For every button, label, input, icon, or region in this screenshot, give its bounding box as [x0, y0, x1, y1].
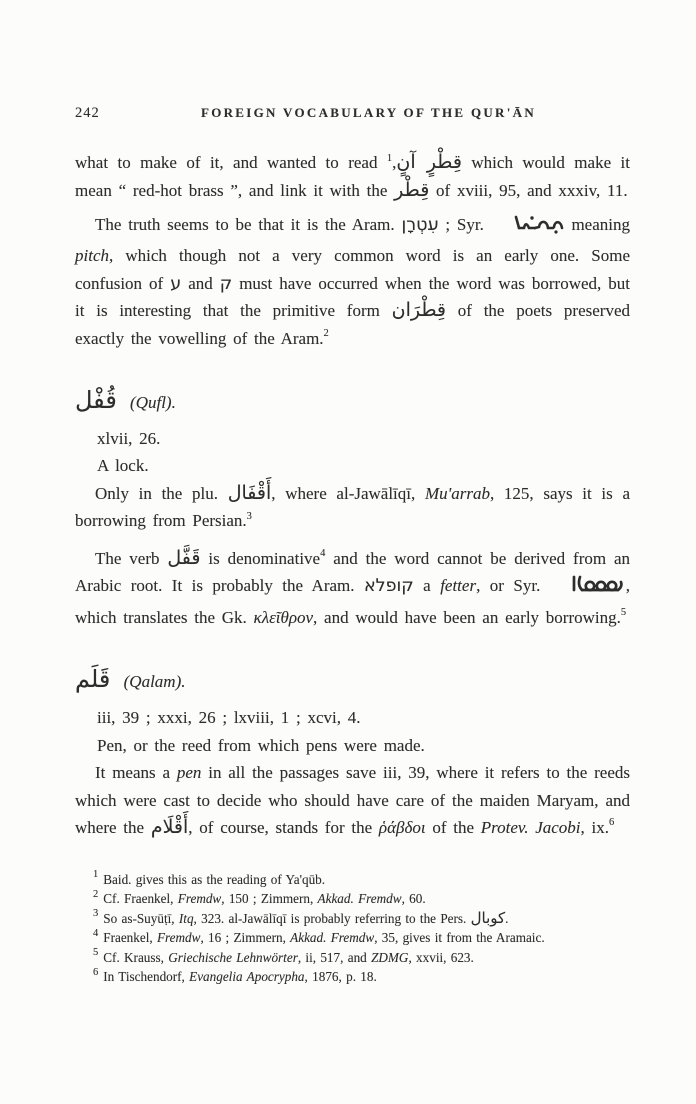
page-number: 242: [75, 105, 100, 121]
text-run: , and would have been an early borrowing.: [313, 607, 621, 627]
running-head: [75, 102, 630, 125]
hebrew-letter-ayin: ע: [170, 273, 182, 294]
text-run: Baid. gives this as the reading of Ya'qūb.: [103, 871, 326, 887]
entry-qalam: [75, 667, 630, 841]
text-run: , ix.: [580, 818, 610, 838]
text-run: , 150 ; Zimmern,: [221, 891, 318, 907]
gloss: Pen, or the reed from which pens were made.: [97, 735, 425, 755]
text-run: , 16 ; Zimmern,: [200, 930, 291, 946]
footnote-5: [75, 948, 630, 968]
paragraph-truth: [75, 211, 630, 353]
entry-headword-arabic-qalam: قَلَم: [75, 665, 111, 694]
text-run: , which translates the Gk.: [75, 576, 631, 627]
text-run: , 60.: [401, 891, 426, 907]
gloss: A lock.: [97, 456, 149, 476]
text-run: In Tischendorf,: [103, 969, 190, 985]
footnote-number: 1: [93, 869, 99, 881]
text-run: , of course, stands for the: [188, 818, 379, 838]
footnote-number: 4: [93, 927, 99, 939]
text-run: and: [181, 273, 220, 293]
paragraph-qitr-continuation: [75, 149, 630, 204]
text-run: ; Syr.: [438, 214, 491, 234]
footnote-marker-1: 1: [386, 152, 393, 164]
footnotes-block: [75, 870, 630, 987]
text-run: ,: [392, 153, 397, 173]
text-run: Cf. Fraenkel,: [103, 891, 178, 907]
greek-word-kleithron: κλεῖθρον: [253, 607, 314, 627]
hebrew-letter-qof: ק: [219, 273, 233, 294]
italic-title: Fremdw: [177, 891, 222, 907]
text-run: .: [505, 910, 509, 926]
text-run: It means a: [95, 763, 177, 783]
text-run: , 1876, p. 18.: [304, 969, 377, 985]
footnote-marker-4: 4: [320, 548, 326, 560]
text-run: , 125, says it is a borrowing from Persian.: [75, 483, 631, 531]
footnote-1: [75, 870, 630, 890]
arabic-word-qitran: قِطْرَان: [391, 299, 446, 322]
text-run: what to make of it, and wanted to read: [75, 153, 387, 173]
paragraph-qufl-verb: [75, 545, 630, 632]
arabic-word-qaffala: قَفَّل: [167, 546, 201, 569]
text-run: in all the passages save iii, 39, where it refers to the reeds which were cast to decide who should have care of the maiden Maryam, and where the: [75, 763, 630, 838]
italic-title: Akkad. Fremdw: [317, 891, 402, 907]
footnote-number: 2: [93, 888, 99, 900]
italic-title-protev-jacobi: Protev. Jacobi: [480, 818, 581, 838]
syriac-script-glyphs: [511, 214, 565, 234]
arabic-word-qitr-an: قِطْرٍ آنٍ: [396, 151, 462, 174]
italic-title: Fremdw: [156, 930, 201, 946]
text-run: of xviii, 95, and xxxiv, 11.: [429, 181, 628, 201]
footnote-2: [75, 889, 630, 909]
text-run: meaning: [564, 214, 630, 234]
verse-reference: iii, 39 ; xxxi, 26 ; lxviii, 1 ; xcvi, 4.: [97, 707, 361, 727]
persian-word-kupal: كوبال: [470, 908, 506, 927]
italic-title: Itq: [178, 910, 194, 926]
footnote-number: 3: [93, 908, 99, 920]
paragraph-qalam-meaning: [75, 759, 630, 842]
entry-headword-arabic-qufl: قُفْل: [75, 386, 117, 415]
text-run: , 323. al-Jawālīqī is probably referring to the Pers.: [193, 910, 471, 926]
footnote-marker-2: 2: [323, 328, 329, 340]
entry-headword: [75, 388, 630, 417]
footnote-marker-6: 6: [609, 817, 615, 829]
text-run: , which though not a very common word is an early one. Some confusion of: [75, 246, 630, 293]
italic-title: Griechische Lehnwörter: [168, 949, 298, 965]
arabic-word-aqfal: أَقْفَال: [227, 481, 272, 504]
italic-title: Akkad. Fremdw: [290, 930, 375, 946]
text-run: must have occurred when the word was borrowed, but it is interesting that the primitive form: [75, 273, 630, 321]
text-run: of the: [425, 818, 481, 838]
text-run: and the word cannot be derived from an Arabic root. It is probably the Aram.: [75, 548, 631, 596]
entry-headword: [75, 667, 630, 696]
footnote-marker-5: 5: [620, 607, 627, 619]
syriac-word-qatrana: [491, 214, 565, 243]
italic-term-fetter: fetter: [440, 576, 477, 596]
italic-term-pen: pen: [176, 763, 202, 783]
hebrew-word-itran: עִטְרָן: [401, 214, 439, 235]
italic-title: Evangelia Apocrypha: [189, 969, 305, 985]
text-run: of the poets preserved exactly the vowelling of the Aram.: [75, 301, 630, 348]
footnote-marker-3: 3: [246, 510, 252, 522]
footnote-6: [75, 967, 630, 987]
italic-title-muarrab: Mu'arrab: [424, 483, 490, 503]
text-run: The verb: [95, 548, 168, 568]
arabic-word-aqlam: أَقْلَام: [150, 816, 189, 839]
paragraph-qufl-plural: [75, 480, 630, 535]
text-run: , xxvii, 623.: [408, 949, 474, 965]
running-title: FOREIGN VOCABULARY OF THE QUR'ĀN: [200, 105, 537, 120]
entry-qufl: [75, 388, 630, 631]
italic-title: ZDMG: [371, 949, 409, 965]
text-run: a: [413, 576, 441, 596]
syriac-word-qufla: [550, 575, 626, 604]
footnote-3: [75, 909, 630, 929]
footnote-number: 6: [93, 966, 99, 978]
hebrew-word-qufla: קופלא: [363, 576, 414, 597]
text-run: , 35, gives it from the Aramaic.: [374, 930, 545, 946]
text-run: Cf. Krauss,: [103, 949, 169, 965]
arabic-word-qitr: قِطْر: [394, 179, 430, 202]
text-run: , or Syr.: [476, 576, 550, 596]
entry-headword-transliteration: (Qufl).: [130, 393, 176, 413]
italic-term-pitch: pitch: [75, 246, 109, 266]
text-run: Only in the plu.: [95, 483, 228, 503]
verse-reference: xlvii, 26.: [97, 428, 161, 448]
text-run: Fraenkel,: [103, 930, 157, 946]
text-run: , where al-Jawālīqī,: [271, 483, 425, 503]
footnote-number: 5: [93, 947, 99, 959]
syriac-script-glyphs: [570, 575, 626, 595]
entry-headword-transliteration: (Qalam).: [123, 672, 186, 692]
text-run: , ii, 517, and: [297, 949, 372, 965]
text-run: The truth seems to be that it is the Aram.: [95, 214, 402, 234]
greek-word-rhabdoi: ῥάβδοι: [378, 818, 426, 838]
text-run: is denominative: [200, 548, 321, 568]
text-run: which would make it mean “ red-hot brass ”, and link it with the: [75, 153, 630, 201]
footnote-4: [75, 928, 630, 948]
text-run: So as-Suyūṭī,: [103, 910, 179, 926]
